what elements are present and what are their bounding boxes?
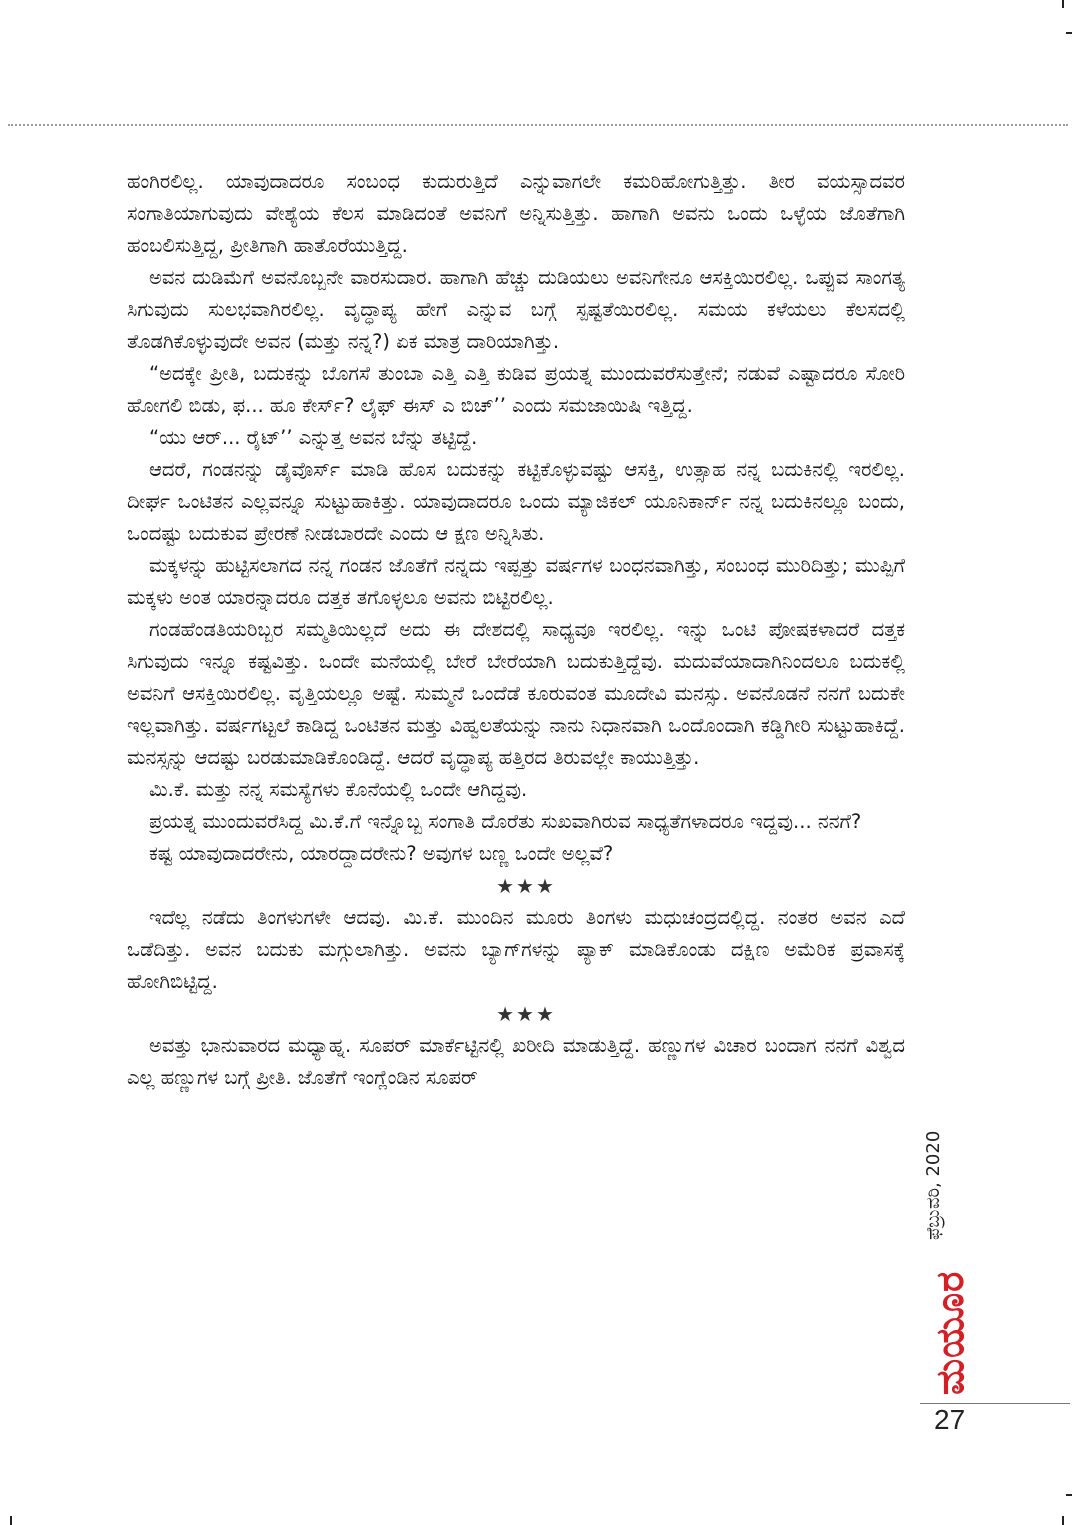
crop-mark-bottom-right [1062, 1516, 1064, 1525]
magazine-masthead: ಮಯೂರ [928, 1270, 972, 1395]
issue-date: ಫೆಬ್ರುವರಿ, 2020 [923, 1130, 944, 1240]
section-separator: ★★★ [496, 1002, 556, 1026]
crop-mark-top-right [1062, 0, 1064, 8]
paragraph: ಮಿ.ಕೆ. ಮತ್ತು ನನ್ನ ಸಮಸ್ಯೆಗಳು ಕೊನೆಯಲ್ಲಿ ಒಂದೇ ಆಗಿದ್ದವು. [149, 778, 528, 801]
paragraph: ಇದೆಲ್ಲ ನಡೆದು ತಿಂಗಳುಗಳೇ ಆದವು. ಮಿ.ಕೆ. ಮುಂದಿನ ಮೂರು ತಿಂಗಳು ಮಧುಚಂದ್ರದಲ್ಲಿದ್ದ. ನಂತರ ಅವನ ಎದೆ ಒಡೆದಿತ್ತು. ಅವನ ಬದುಕು ಮಗ್ಗುಲಾಗಿತ್ತು. ಅವನು ಬ್ಯಾಗ್‌ಗಳನ್ನು ಪ್ಯಾಕ್ ಮಾಡಿಕೊಂಡು ದಕ್ಷಿಣ ಅಮೆರಿಕ ಪ್ರವಾಸಕ್ಕೆ ಹೋಗಿಬಿಟ್ಟಿದ್ದ. [127, 906, 905, 993]
section-separator: ★★★ [496, 874, 556, 898]
paragraph: “ಅದಕ್ಕೇ ಪ್ರೀತಿ, ಬದುಕನ್ನು ಬೊಗಸೆ ತುಂಬಾ ಎತ್ತಿ ಎತ್ತಿ ಕುಡಿವ ಪ್ರಯತ್ನ ಮುಂದುವರೆಸುತ್ತೇನೆ; ನಡುವೆ ಎಷ್ಟಾದರೂ ಸೋರಿ ಹೋಗಲಿ ಬಿಡು, ಫ... ಹೂ ಕೇರ್ಸ್? ಲೈಫ್ ಈಸ್ ಎ ಬಿಚ್’’ ಎಂದು ಸಮಜಾಯಿಷಿ ಇತ್ತಿದ್ದ. [127, 362, 905, 417]
paragraph: ಹಂಗಿರಲಿಲ್ಲ. ಯಾವುದಾದರೂ ಸಂಬಂಧ ಕುದುರುತ್ತಿದೆ ಎನ್ನುವಾಗಲೇ ಕಮರಿಹೋಗುತ್ತಿತ್ತು. ತೀರ ವಯಸ್ಸಾದವರ ಸಂಗಾತಿಯಾಗುವುದು ವೇಶ್ಯೆಯ ಕೆಲಸ ಮಾಡಿದಂತೆ ಅವನಿಗೆ ಅನ್ನಿಸುತ್ತಿತ್ತು. ಹಾಗಾಗಿ ಅವನು ಒಂದು ಒಳ್ಳೆಯ ಜೊತೆಗಾಗಿ ಹಂಬಲಿಸುತ್ತಿದ್ದ, ಪ್ರೀತಿಗಾಗಿ ಹಾತೊರೆಯುತ್ತಿದ್ದ. [127, 170, 905, 257]
article-body [127, 166, 905, 1094]
paragraph: ಪ್ರಯತ್ನ ಮುಂದುವರೆಸಿದ್ದ ಮಿ.ಕೆ.ಗೆ ಇನ್ನೊಬ್ಬ ಸಂಗಾತಿ ದೊರೆತು ಸುಖವಾಗಿರುವ ಸಾಧ್ಯತೆಗಳಾದರೂ ಇದ್ದವು... ನನಗೆ? [149, 810, 862, 833]
paragraph: ಗಂಡಹೆಂಡತಿಯರಿಬ್ಬರ ಸಮ್ಮತಿಯಿಲ್ಲದೆ ಅದು ಈ ದೇಶದಲ್ಲಿ ಸಾಧ್ಯವೂ ಇರಲಿಲ್ಲ. ಇನ್ನು ಒಂಟಿ ಪೋಷಕಳಾದರೆ ದತ್ತಕ ಸಿಗುವುದು ಇನ್ನೂ ಕಷ್ಟವಿತ್ತು. ಒಂದೇ ಮನೆಯಲ್ಲಿ ಬೇರೆ ಬೇರೆಯಾಗಿ ಬದುಕುತ್ತಿದ್ದೆವು. ಮದುವೆಯಾದಾಗಿನಿಂದಲೂ ಬದುಕಲ್ಲಿ ಅವನಿಗೆ ಆಸಕ್ತಿಯಿರಲಿಲ್ಲ. ವೃತ್ತಿಯಲ್ಲೂ ಅಷ್ಟೆ. ಸುಮ್ಮನೆ ಒಂದೆಡೆ ಕೂರುವಂತ ಮೂದೇವಿ ಮನಸ್ಸು. ಅವನೊಡನೆ ನನಗೆ ಬದುಕೇ ಇಲ್ಲವಾಗಿತ್ತು. ವರ್ಷಗಟ್ಟಲೆ ಕಾಡಿದ್ದ ಒಂಟಿತನ ಮತ್ತು ವಿಹ್ವಲತೆಯನ್ನು ನಾನು ನಿಧಾನವಾಗಿ ಒಂದೊಂದಾಗಿ ಕಡ್ಡಿಗೀರಿ ಸುಟ್ಟುಹಾಕಿದ್ದೆ. ಮನಸ್ಸನ್ನು ಆದಷ್ಟು ಬರಡುಮಾಡಿಕೊಂಡಿದ್ದೆ. ಆದರೆ ವೃದ್ಧಾಪ್ಯ ಹತ್ತಿರದ ತಿರುವಲ್ಲೇ ಕಾಯುತ್ತಿತ್ತು. [127, 618, 905, 769]
paragraph: ಅವತ್ತು ಭಾನುವಾರದ ಮಧ್ಯಾಹ್ನ. ಸೂಪರ್ ಮಾರ್ಕೆಟ್ಟಿನಲ್ಲಿ ಖರೀದಿ ಮಾಡುತ್ತಿದ್ದೆ. ಹಣ್ಣುಗಳ ವಿಚಾರ ಬಂದಾಗ ನನಗೆ ವಿಶ್ವದ ಎಲ್ಲ ಹಣ್ಣುಗಳ ಬಗ್ಗೆ ಪ್ರೀತಿ. ಜೊತೆಗೆ ಇಂಗ್ಲೆಂಡಿನ ಸೂಪರ್ [127, 1034, 905, 1089]
crop-mark-bottom-left [10, 1516, 12, 1525]
crop-mark-bottom-right-h [1066, 1494, 1072, 1496]
paragraph: ಅವನ ದುಡಿಮೆಗೆ ಅವನೊಬ್ಬನೇ ವಾರಸುದಾರ. ಹಾಗಾಗಿ ಹೆಚ್ಚು ದುಡಿಯಲು ಅವನಿಗೇನೂ ಆಸಕ್ತಿಯಿರಲಿಲ್ಲ. ಒಪ್ಪುವ ಸಾಂಗತ್ಯ ಸಿಗುವುದು ಸುಲಭವಾಗಿರಲಿಲ್ಲ. ವೃದ್ಧಾಪ್ಯ ಹೇಗೆ ಎನ್ನುವ ಬಗ್ಗೆ ಸ್ಪಷ್ಟತೆಯಿರಲಿಲ್ಲ. ಸಮಯ ಕಳೆಯಲು ಕೆಲಸದಲ್ಲಿ ತೊಡಗಿಕೊಳ್ಳುವುದೇ ಅವನ (ಮತ್ತು ನನ್ನ?) ಏಕ ಮಾತ್ರ ದಾರಿಯಾಗಿತ್ತು. [127, 266, 905, 353]
crop-mark-top-right-h [1066, 32, 1072, 34]
page-number: 27 [934, 1404, 966, 1435]
paragraph: ಕಷ್ಟ ಯಾವುದಾದರೇನು, ಯಾರದ್ದಾದರೇನು? ಅವುಗಳ ಬಣ್ಣ ಒಂದೇ ಅಲ್ಲವೆ? [149, 842, 614, 865]
paragraph: ಮಕ್ಕಳನ್ನು ಹುಟ್ಟಿಸಲಾಗದ ನನ್ನ ಗಂಡನ ಜೊತೆಗೆ ನನ್ನದು ಇಪ್ಪತ್ತು ವರ್ಷಗಳ ಬಂಧನವಾಗಿತ್ತು, ಸಂಬಂಧ ಮುರಿದಿತ್ತು; ಮುಪ್ಪಿಗೆ ಮಕ್ಕಳು ಅಂತ ಯಾರನ್ನಾದರೂ ದತ್ತಕ ತಗೊಳ್ಳಲೂ ಅವನು ಬಿಟ್ಟಿರಲಿಲ್ಲ. [127, 554, 905, 609]
header-dotted-rule [8, 124, 1068, 126]
paragraph: ಆದರೆ, ಗಂಡನನ್ನು ಡೈವೊರ್ಸ್ ಮಾಡಿ ಹೊಸ ಬದುಕನ್ನು ಕಟ್ಟಿಕೊಳ್ಳುವಷ್ಟು ಆಸಕ್ತಿ, ಉತ್ಸಾಹ ನನ್ನ ಬದುಕಿನಲ್ಲಿ ಇರಲಿಲ್ಲ. ದೀರ್ಘ ಒಂಟಿತನ ಎಲ್ಲವನ್ನೂ ಸುಟ್ಟುಹಾಕಿತ್ತು. ಯಾವುದಾದರೂ ಒಂದು ಮ್ಯಾಜಿಕಲ್ ಯೂನಿಕಾರ್ನ್ ನನ್ನ ಬದುಕಿನಲ್ಲೂ ಬಂದು, ಒಂದಷ್ಟು ಬದುಕುವ ಪ್ರೇರಣೆ ನೀಡಬಾರದೇ ಎಂದು ಆ ಕ್ಷಣ ಅನ್ನಿಸಿತು. [127, 458, 905, 545]
paragraph: “ಯು ಆರ್... ರೈಟ್’’ ಎನ್ನುತ್ತ ಅವನ ಬೆನ್ನು ತಟ್ಟಿದ್ದೆ. [149, 426, 478, 449]
